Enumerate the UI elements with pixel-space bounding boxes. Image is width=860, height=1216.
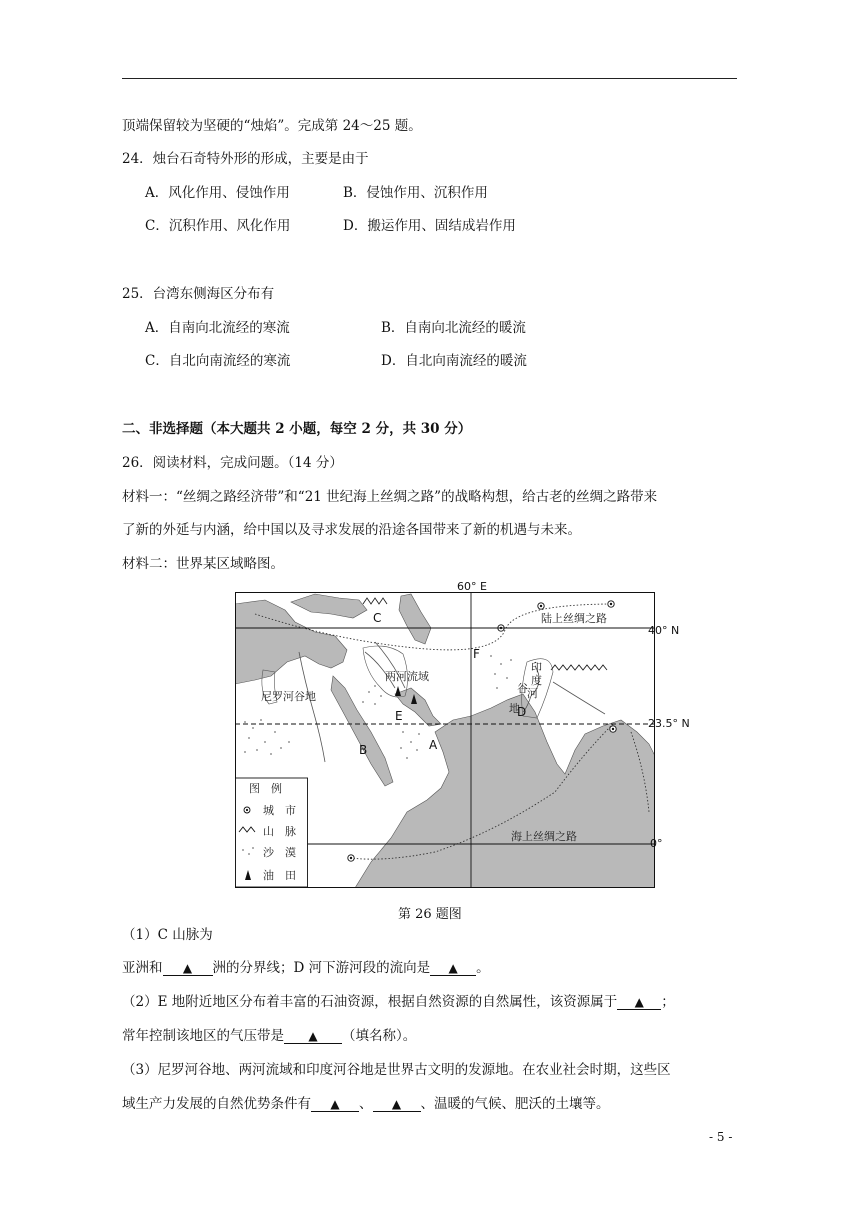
answer-blank-1[interactable]: ▲	[163, 961, 213, 976]
indus-label-2: 度	[531, 674, 542, 687]
answer-blank-4[interactable]: ▲	[284, 1029, 342, 1044]
map-letter-c: C	[373, 611, 382, 625]
sub2-text-a: （2）E 地附近地区分布着丰富的石油资源，根据自然资源的自然属性，该资源属于	[122, 994, 618, 1010]
q25-option-d: D．自北向南流经的暖流	[381, 353, 527, 369]
q24-option-a: A．风化作用、侵蚀作用	[145, 185, 290, 201]
material-1-line-1: 材料一：“丝绸之路经济带”和“21 世纪海上丝绸之路”的战略构想，给古老的丝绸之路带来	[122, 489, 658, 505]
q24-option-c: C．沉积作用、风化作用	[145, 218, 291, 234]
material-2: 材料二：世界某区域略图。	[122, 556, 284, 572]
equator-label: 0°	[650, 837, 663, 850]
map-letter-b: B	[359, 743, 368, 757]
section-2-title: 二、非选择题（本大题共 2 小题，每空 2 分，共 30 分）	[122, 421, 472, 437]
answer-blank-5[interactable]: ▲	[311, 1097, 359, 1112]
q25-option-b: B．自南向北流经的暖流	[381, 320, 526, 336]
map-legend	[236, 778, 308, 887]
sub2-text-b: ；	[661, 994, 675, 1010]
sub2-text-c: 常年控制该地区的气压带是	[122, 1028, 284, 1044]
q24-option-b: B．侵蚀作用、沉积作用	[343, 185, 488, 201]
mesopotamia-label: 两河流域	[385, 670, 429, 683]
land-route-label: 陆上丝绸之路	[541, 612, 607, 625]
page-number: - 5 -	[709, 1130, 733, 1144]
q25-option-c: C．自北向南流经的寒流	[145, 353, 291, 369]
sub1-text-c: 。	[476, 960, 490, 976]
q24-stem: 24．烛台石奇特外形的形成，主要是由于	[122, 151, 369, 167]
legend-city: 城 市	[263, 804, 296, 817]
legend-desert: 沙 漠	[263, 846, 296, 859]
lon-60e-label: 60° E	[457, 580, 487, 593]
header-rule	[122, 78, 737, 79]
map-letter-f: F	[473, 647, 480, 661]
sub3-text-b: 、	[359, 1096, 373, 1112]
sub1-text-b: 洲的分界线；D 河下游河段的流向是	[212, 960, 431, 976]
legend-title: 图 例	[249, 782, 282, 795]
q25-option-a: A．自南向北流经的寒流	[145, 320, 290, 336]
q25-stem: 25．台湾东侧海区分布有	[122, 286, 275, 302]
q26-sub3-line1: （3）尼罗河谷地、两河流域和印度河谷地是世界古文明的发源地。在农业社会时期，这些区	[122, 1062, 671, 1078]
q26-sub1-line1: （1）C 山脉为	[122, 927, 213, 943]
intro-tail: 顶端保留较为坚硬的“烛焰”。完成第 24～25 题。	[122, 118, 422, 134]
answer-blank-3[interactable]: ▲	[617, 995, 661, 1010]
sub1-text-a: 亚洲和	[122, 960, 163, 976]
q26-sub3-line2	[122, 1092, 610, 1112]
figure-caption: 第 26 题图	[398, 907, 462, 922]
sub3-text-c: 、温暖的气候、肥沃的土壤等。	[420, 1096, 610, 1112]
lat-23-5n-label: 23.5° N	[648, 717, 690, 730]
lat-40n-label: 40° N	[648, 624, 680, 637]
answer-blank-2[interactable]: ▲	[430, 961, 476, 976]
sub3-text-a: 域生产力发展的自然优势条件有	[122, 1096, 311, 1112]
map-letter-a: A	[429, 738, 438, 752]
nile-valley-label: 尼罗河谷地	[261, 690, 316, 703]
indus-label-5: 地	[509, 702, 520, 715]
answer-blank-6[interactable]: ▲	[373, 1097, 421, 1112]
indus-label-1: 印	[531, 661, 542, 674]
indus-label-4: 谷	[517, 682, 528, 695]
region-map	[235, 592, 655, 888]
map-letter-e: E	[395, 709, 403, 723]
material-1-line-2: 了新的外延与内涵，给中国以及寻求发展的沿途各国带来了新的机遇与未来。	[122, 522, 581, 538]
map-letter-d: D	[517, 705, 527, 719]
q26-sub2-line1	[122, 990, 675, 1010]
q26-sub2-line2	[122, 1024, 416, 1044]
q26-stem: 26．阅读材料，完成问题。（14 分）	[122, 455, 343, 471]
legend-mountain: 山 脉	[263, 825, 296, 838]
sub2-text-d: （填名称）。	[342, 1028, 417, 1044]
q24-option-d: D．搬运作用、固结成岩作用	[343, 218, 516, 234]
indus-label-3: 河	[527, 687, 538, 700]
legend-oilfield: 油 田	[263, 869, 296, 882]
q26-sub1-line2	[122, 956, 490, 976]
sea-route-label: 海上丝绸之路	[511, 830, 577, 843]
